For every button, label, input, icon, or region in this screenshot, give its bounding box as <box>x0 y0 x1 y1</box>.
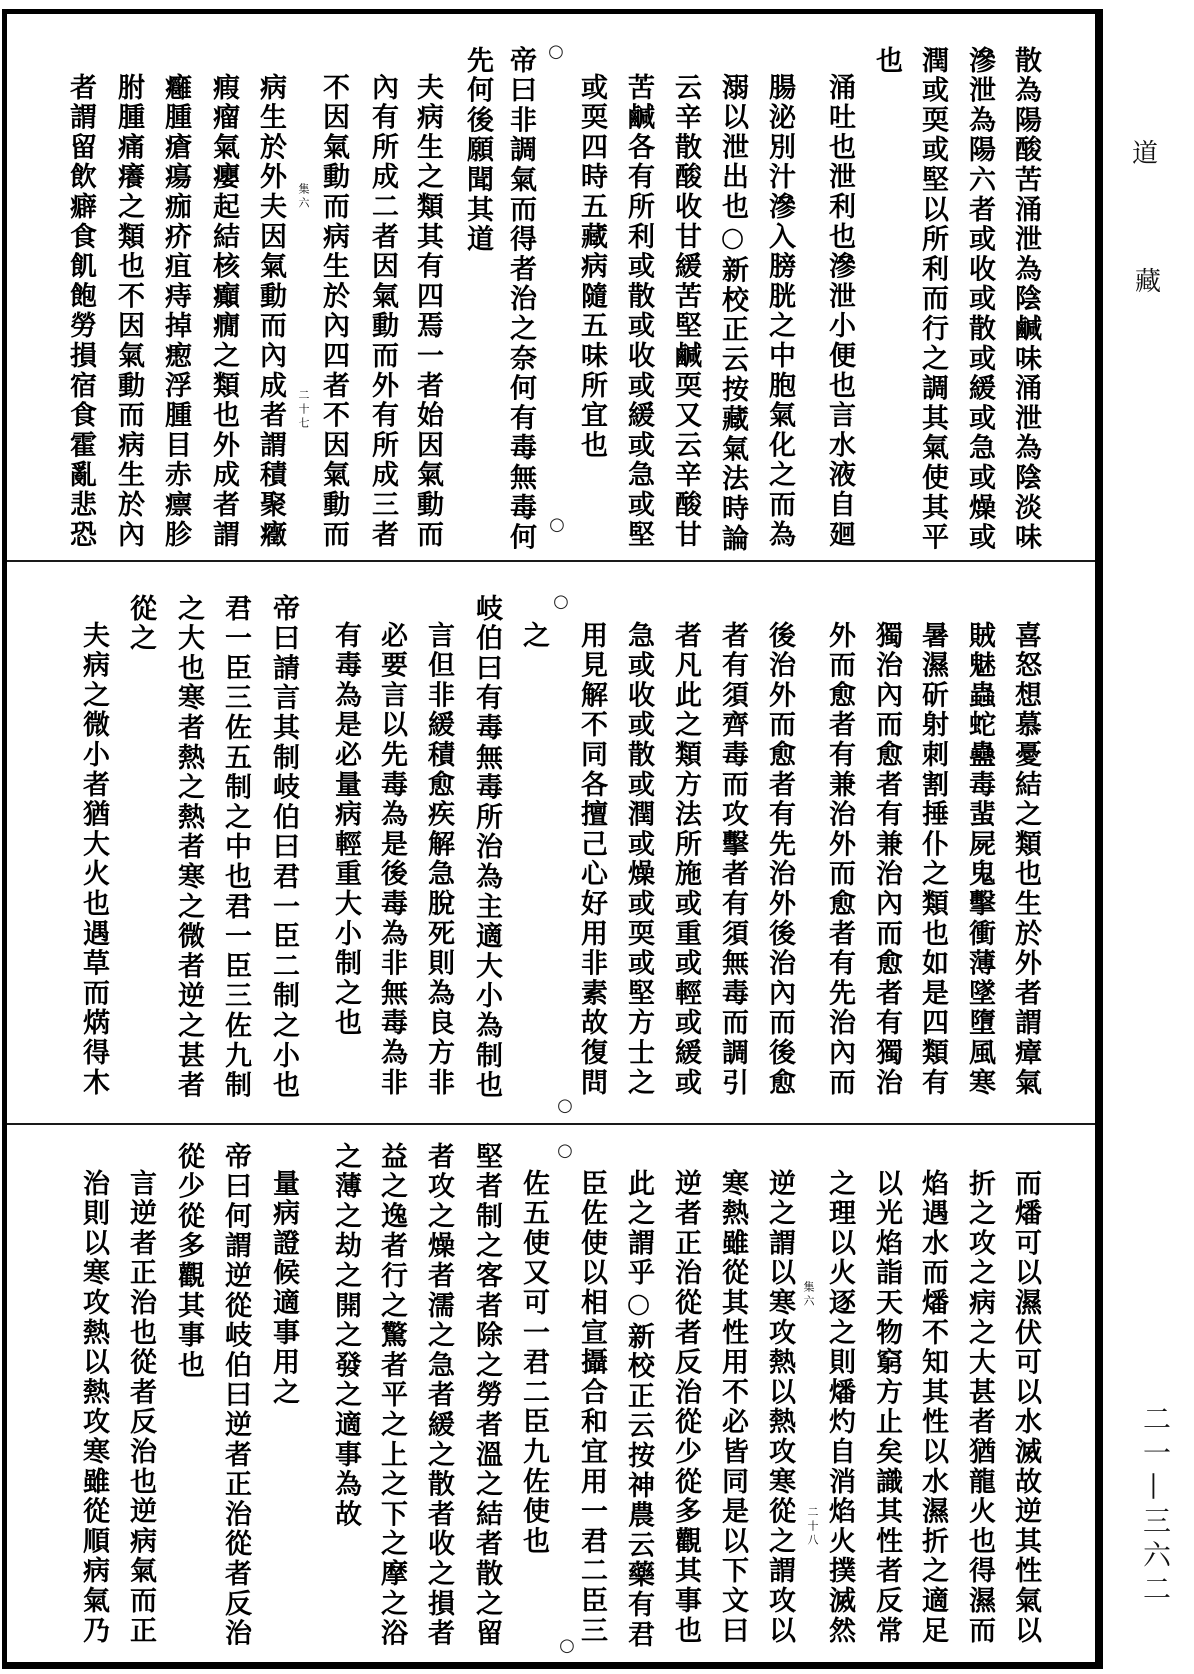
collection-title-char: 藏 <box>1134 267 1161 297</box>
commentary-column: 後治外而愈者有先治外後治內而後愈 <box>764 621 795 1098</box>
commentary-column: 有毒為是必量病輕重大小制之也 <box>330 621 361 1039</box>
commentary-column: 臣佐使以相宣攝合和宜用一君二臣三 <box>576 1169 607 1646</box>
commentary-column: 外而愈者有兼治外而愈者有先治內而 <box>824 621 855 1098</box>
gutter-circle-mark: ○ <box>549 514 565 535</box>
commentary-column: 者謂留飲癖食飢飽勞損宿食霍亂悲恐 <box>65 73 96 550</box>
case-mark: 集六 <box>297 183 310 211</box>
commentary-column: 用見解不同各擅己心好用非素故復問 <box>576 621 607 1098</box>
commentary-column: 暑濕斫射刺割捶仆之類也如是四類有 <box>917 621 948 1098</box>
register-divider <box>7 1123 1095 1125</box>
commentary-column: 溺以泄出也○新校正云按藏氣法時論 <box>717 73 748 554</box>
commentary-column: 涌吐也泄利也滲泄小便也言水液自廻 <box>824 73 855 550</box>
main-text-column: 散為陽酸苦涌泄為陰鹹味涌泄為陰淡味 <box>1010 46 1041 553</box>
main-text-column: 岐伯曰有毒無毒所治為主適大小為制也 <box>471 594 502 1101</box>
gutter-circle-mark: ○ <box>557 1140 573 1161</box>
register-top <box>0 46 1194 558</box>
commentary-column: 而燔可以濕伏可以水滅故逆其性氣以 <box>1010 1169 1041 1646</box>
main-text-column: 君一臣三佐五制之中也君一臣三佐九制 <box>220 594 251 1101</box>
commentary-column: 喜怒想慕憂結之類也生於外者謂瘴氣 <box>1010 621 1041 1098</box>
commentary-column: 者凡此之類方法所施或重或輕或緩或 <box>670 621 701 1098</box>
main-text-column: 從之 <box>125 594 156 654</box>
register-bottom <box>0 1142 1194 1654</box>
commentary-column: 以光焰詣天物窮方止矣識其性者反常 <box>871 1169 902 1646</box>
commentary-column: 言但非緩積愈疾解急脫死則為良方非 <box>423 621 454 1098</box>
commentary-column: 之 <box>518 621 549 651</box>
commentary-column: 折之攻之病之大甚者猶龍火也得濕而 <box>964 1169 995 1646</box>
leaf-number: 二十八 <box>806 1506 819 1548</box>
gutter-circle-mark: ○ <box>548 41 564 62</box>
main-text-column: 也 <box>871 46 902 76</box>
commentary-column: 云辛散酸收甘緩苦堅鹹耎又云辛酸甘 <box>670 73 701 550</box>
register-middle <box>0 591 1194 1106</box>
commentary-column: 腸泌別汁滲入膀胱之中胞氣化之而為 <box>764 73 795 550</box>
commentary-column: 此之謂乎○新校正云按神農云藥有君 <box>623 1169 654 1650</box>
main-text-column: 滲泄為陽六者或收或散或緩或急或燥或 <box>964 46 995 553</box>
commentary-column: 賊魅蟲蛇蠱毒蜚屍鬼擊衝薄墜墮風寒 <box>964 621 995 1098</box>
main-text-column: 潤或耎或堅以所利而行之調其氣使其平 <box>917 46 948 553</box>
commentary-column: 不因氣動而病生於內四者不因氣動而 <box>318 73 349 550</box>
gutter-circle-mark: ○ <box>557 1095 573 1116</box>
commentary-column: 治則以寒攻熱以熱攻寒雖從順病氣乃 <box>78 1169 109 1646</box>
commentary-column: 苦鹹各有所利或散或收或緩或急或堅 <box>623 73 654 550</box>
commentary-column: 寒熱雖從其性用不必皆同是以下文曰 <box>717 1169 748 1646</box>
main-text-column: 從少從多觀其事也 <box>173 1142 204 1381</box>
commentary-column: 必要言以先毒為是後毒為非無毒為非 <box>376 621 407 1098</box>
commentary-column: 量病證候適事用之 <box>268 1169 299 1408</box>
main-text-column: 帝曰非調氣而得者治之奈何有毒無毒何 <box>505 46 536 553</box>
commentary-column: 焰遇水而燔不知其性以水濕折之適足 <box>917 1169 948 1646</box>
gutter-circle-mark: ○ <box>553 591 569 612</box>
collection-title-char: 道 <box>1131 139 1158 169</box>
commentary-column: 瘕瘤氣癭起結核癲癇之類也外成者謂 <box>208 73 239 550</box>
commentary-column: 逆者正治從者反治從少從多觀其事也 <box>670 1169 701 1646</box>
commentary-column: 或耎四時五藏病隨五味所宜也 <box>576 73 607 461</box>
main-text-column: 者攻之燥者濡之急者緩之散者收之損者 <box>423 1142 454 1649</box>
main-text-column: 堅者制之客者除之勞者溫之結者散之留 <box>471 1142 502 1649</box>
commentary-column: 內有所成二者因氣動而外有所成三者 <box>367 73 398 550</box>
main-text-column: 帝曰請言其制岐伯曰君一臣二制之小也 <box>268 594 299 1101</box>
main-text-column: 帝曰何謂逆從岐伯曰逆者正治從者反治 <box>220 1142 251 1649</box>
commentary-column: 夫病之微小者猶大火也遇草而焫得木 <box>78 621 109 1098</box>
commentary-column: 言逆者正治也從者反治也逆病氣而正 <box>125 1169 156 1646</box>
commentary-column: 夫病生之類其有四焉一者始因氣動而 <box>412 73 443 550</box>
gutter-circle-mark: ○ <box>559 1635 575 1656</box>
commentary-column: 病生於外夫因氣動而內成者謂積聚癥 <box>255 73 286 550</box>
case-mark: 集六 <box>802 1281 815 1309</box>
commentary-column: 癰腫瘡瘍痂疥疽痔掉瘛浮腫目赤瘭胗 <box>160 73 191 550</box>
commentary-column: 獨治內而愈者有兼治內而愈者有獨治 <box>871 621 902 1098</box>
main-text-column: 之薄之劫之開之發之適事為故 <box>330 1142 361 1530</box>
page-number: 二一—三六二 <box>1139 1404 1172 1608</box>
commentary-column: 之理以火逐之則燔灼自消焰火撲滅然 <box>824 1169 855 1646</box>
commentary-column: 佐五使又可一君二臣九佐使也 <box>518 1169 549 1557</box>
leaf-number: 二十七 <box>297 389 310 431</box>
commentary-column: 者有須齊毒而攻擊者有須無毒而調引 <box>717 621 748 1098</box>
main-text-column: 先何後願聞其道 <box>462 46 493 255</box>
commentary-column: 逆之謂以寒攻熱以熱攻寒從之謂攻以 <box>764 1169 795 1646</box>
main-text-column: 益之逸者行之驚者平之上之下之摩之浴 <box>376 1142 407 1649</box>
commentary-column: 胕腫痛癢之類也不因氣動而病生於內 <box>113 73 144 550</box>
register-divider <box>7 560 1095 562</box>
main-text-column: 之大也寒者熱之熱者寒之微者逆之甚者 <box>173 594 204 1101</box>
commentary-column: 急或收或散或潤或燥或耎或堅方士之 <box>623 621 654 1098</box>
